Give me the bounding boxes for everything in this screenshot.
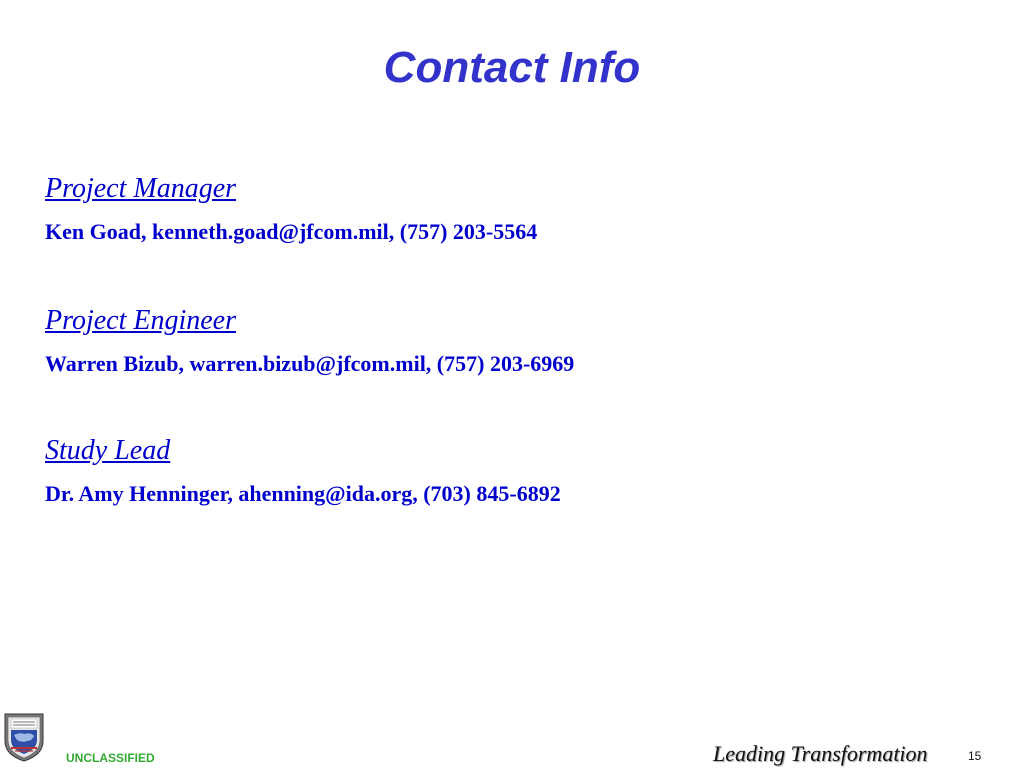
contact-section-study-lead [45,435,561,507]
command-seal-logo [3,711,45,763]
contact-section-project-engineer [45,305,574,377]
section-heading: Project Engineer [45,305,237,336]
classification-marking: UNCLASSIFIED [66,751,155,765]
contact-detail: Warren Bizub, warren.bizub@jfcom.mil, (757) 203-6969 [45,351,575,376]
section-heading: Project Manager [45,173,237,204]
section-heading: Study Lead [45,435,171,466]
contact-section-project-manager [45,173,537,245]
slide-title: Contact Info [383,43,641,92]
page-number: 15 [968,749,982,763]
contact-detail: Dr. Amy Henninger, ahenning@ida.org, (703) 845-6892 [45,481,561,506]
contact-detail: Ken Goad, kenneth.goad@jfcom.mil, (757) 203-5564 [45,219,538,244]
footer-tagline: Leading Transformation [713,741,928,766]
